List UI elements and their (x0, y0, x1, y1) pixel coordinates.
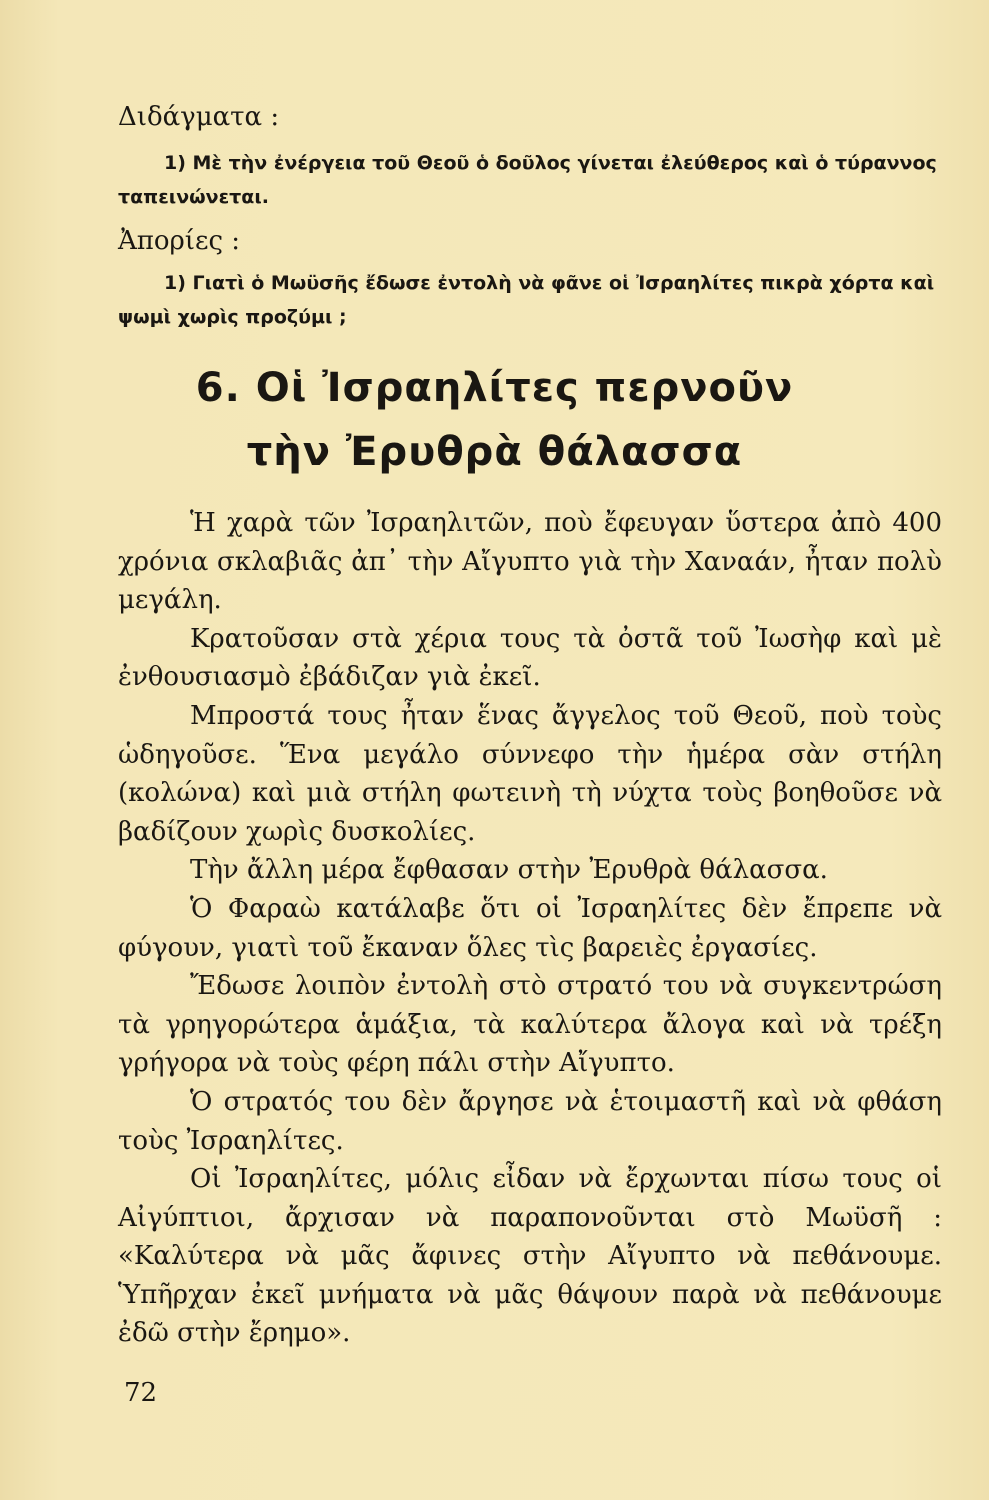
paragraph-2: Κρατοῦσαν στὰ χέρια τους τὰ ὀστᾶ τοῦ Ἰωσὴφ καὶ μὲ ἐνθουσιασμὸ ἐβάδιζαν γιὰ ἐκεῖ. (118, 623, 942, 693)
paragraph-6: Ἔδωσε λοιπὸν ἐντολὴ στὸ στρατό του νὰ συγκεντρώση τὰ γρηγορώτερα ἁμάξια, τὰ καλύτερα ἄλογα καὶ νὰ τρέξη γρήγορα νὰ τοὺς φέρη πάλι στὴν Αἴγυπτο. (118, 971, 942, 1079)
chapter-title-line-1: 6. Οἱ Ἰσραηλίτες περνοῦν (195, 365, 794, 411)
paragraph-5: Ὁ Φαραὼ κατάλαβε ὅτι οἱ Ἰσραηλίτες δὲν ἔπρεπε νὰ φύγουν, γιατὶ τοῦ ἔκαναν ὅλες τὶς βαρειὲς ἐργασίες. (118, 893, 942, 963)
paragraph-7: Ὁ στρατός του δὲν ἄργησε νὰ ἑτοιμαστῆ καὶ νὰ φθάση τοὺς Ἰσραηλίτες. (118, 1086, 942, 1156)
body-text (118, 504, 942, 1353)
questions-heading: Ἀπορίες : (118, 226, 241, 256)
page-number: 72 (124, 1378, 158, 1408)
chapter-title-line-2: τὴν Ἐρυθρὰ θάλασσα (246, 429, 743, 475)
paragraph-8: Οἱ Ἰσραηλίτες, μόλις εἶδαν νὰ ἔρχωνται πίσω τους οἱ Αἰγύπτιοι, ἄρχισαν νὰ παραπονοῦνται στὸ Μωϋσῆ : «Καλύτερα νὰ μᾶς ἄφινες στὴν Αἴγυπτο νὰ πεθάνουμε. Ὑπῆρχαν ἐκεῖ μνήματα νὰ μᾶς θάψουν παρὰ νὰ πεθάνουμε ἐδῶ στὴν ἔρημο». (118, 1164, 942, 1349)
questions-item-1: 1) Γιατὶ ὁ Μωϋσῆς ἔδωσε ἐντολὴ νὰ φᾶνε οἱ Ἰσραηλίτες πικρὰ χόρτα καὶ ψωμὶ χωρὶς προζύμι ; (118, 272, 935, 328)
paragraph-3: Μπροστά τους ἦταν ἕνας ἄγγελος τοῦ Θεοῦ, ποὺ τοὺς ὡδηγοῦσε. Ἕνα μεγάλο σύννεφο τὴν ἡμέρα σὰν στήλη (κολώνα) καὶ μιὰ στήλη φωτεινὴ τὴ νύχτα τοὺς βοηθοῦσε νὰ βαδίζουν χωρὶς δυσκολίες. (118, 700, 942, 847)
paragraph-4: Τὴν ἄλλη μέρα ἔφθασαν στὴν Ἐρυθρὰ θάλασσα. (190, 855, 828, 886)
lessons-heading: Διδάγματα : (118, 102, 280, 132)
paragraph-1: Ἡ χαρὰ τῶν Ἰσραηλιτῶν, ποὺ ἔφευγαν ὕστερα ἀπὸ 400 χρόνια σκλαβιᾶς ἀπ᾽ τὴν Αἴγυπτο γιὰ τὴν Χαναάν, ἦταν πολὺ μεγάλη. (118, 508, 942, 616)
lessons-item-1: 1) Μὲ τὴν ἐνέργεια τοῦ Θεοῦ ὁ δοῦλος γίνεται ἐλεύθερος καὶ ὁ τύραννος ταπεινώνεται. (118, 152, 937, 208)
